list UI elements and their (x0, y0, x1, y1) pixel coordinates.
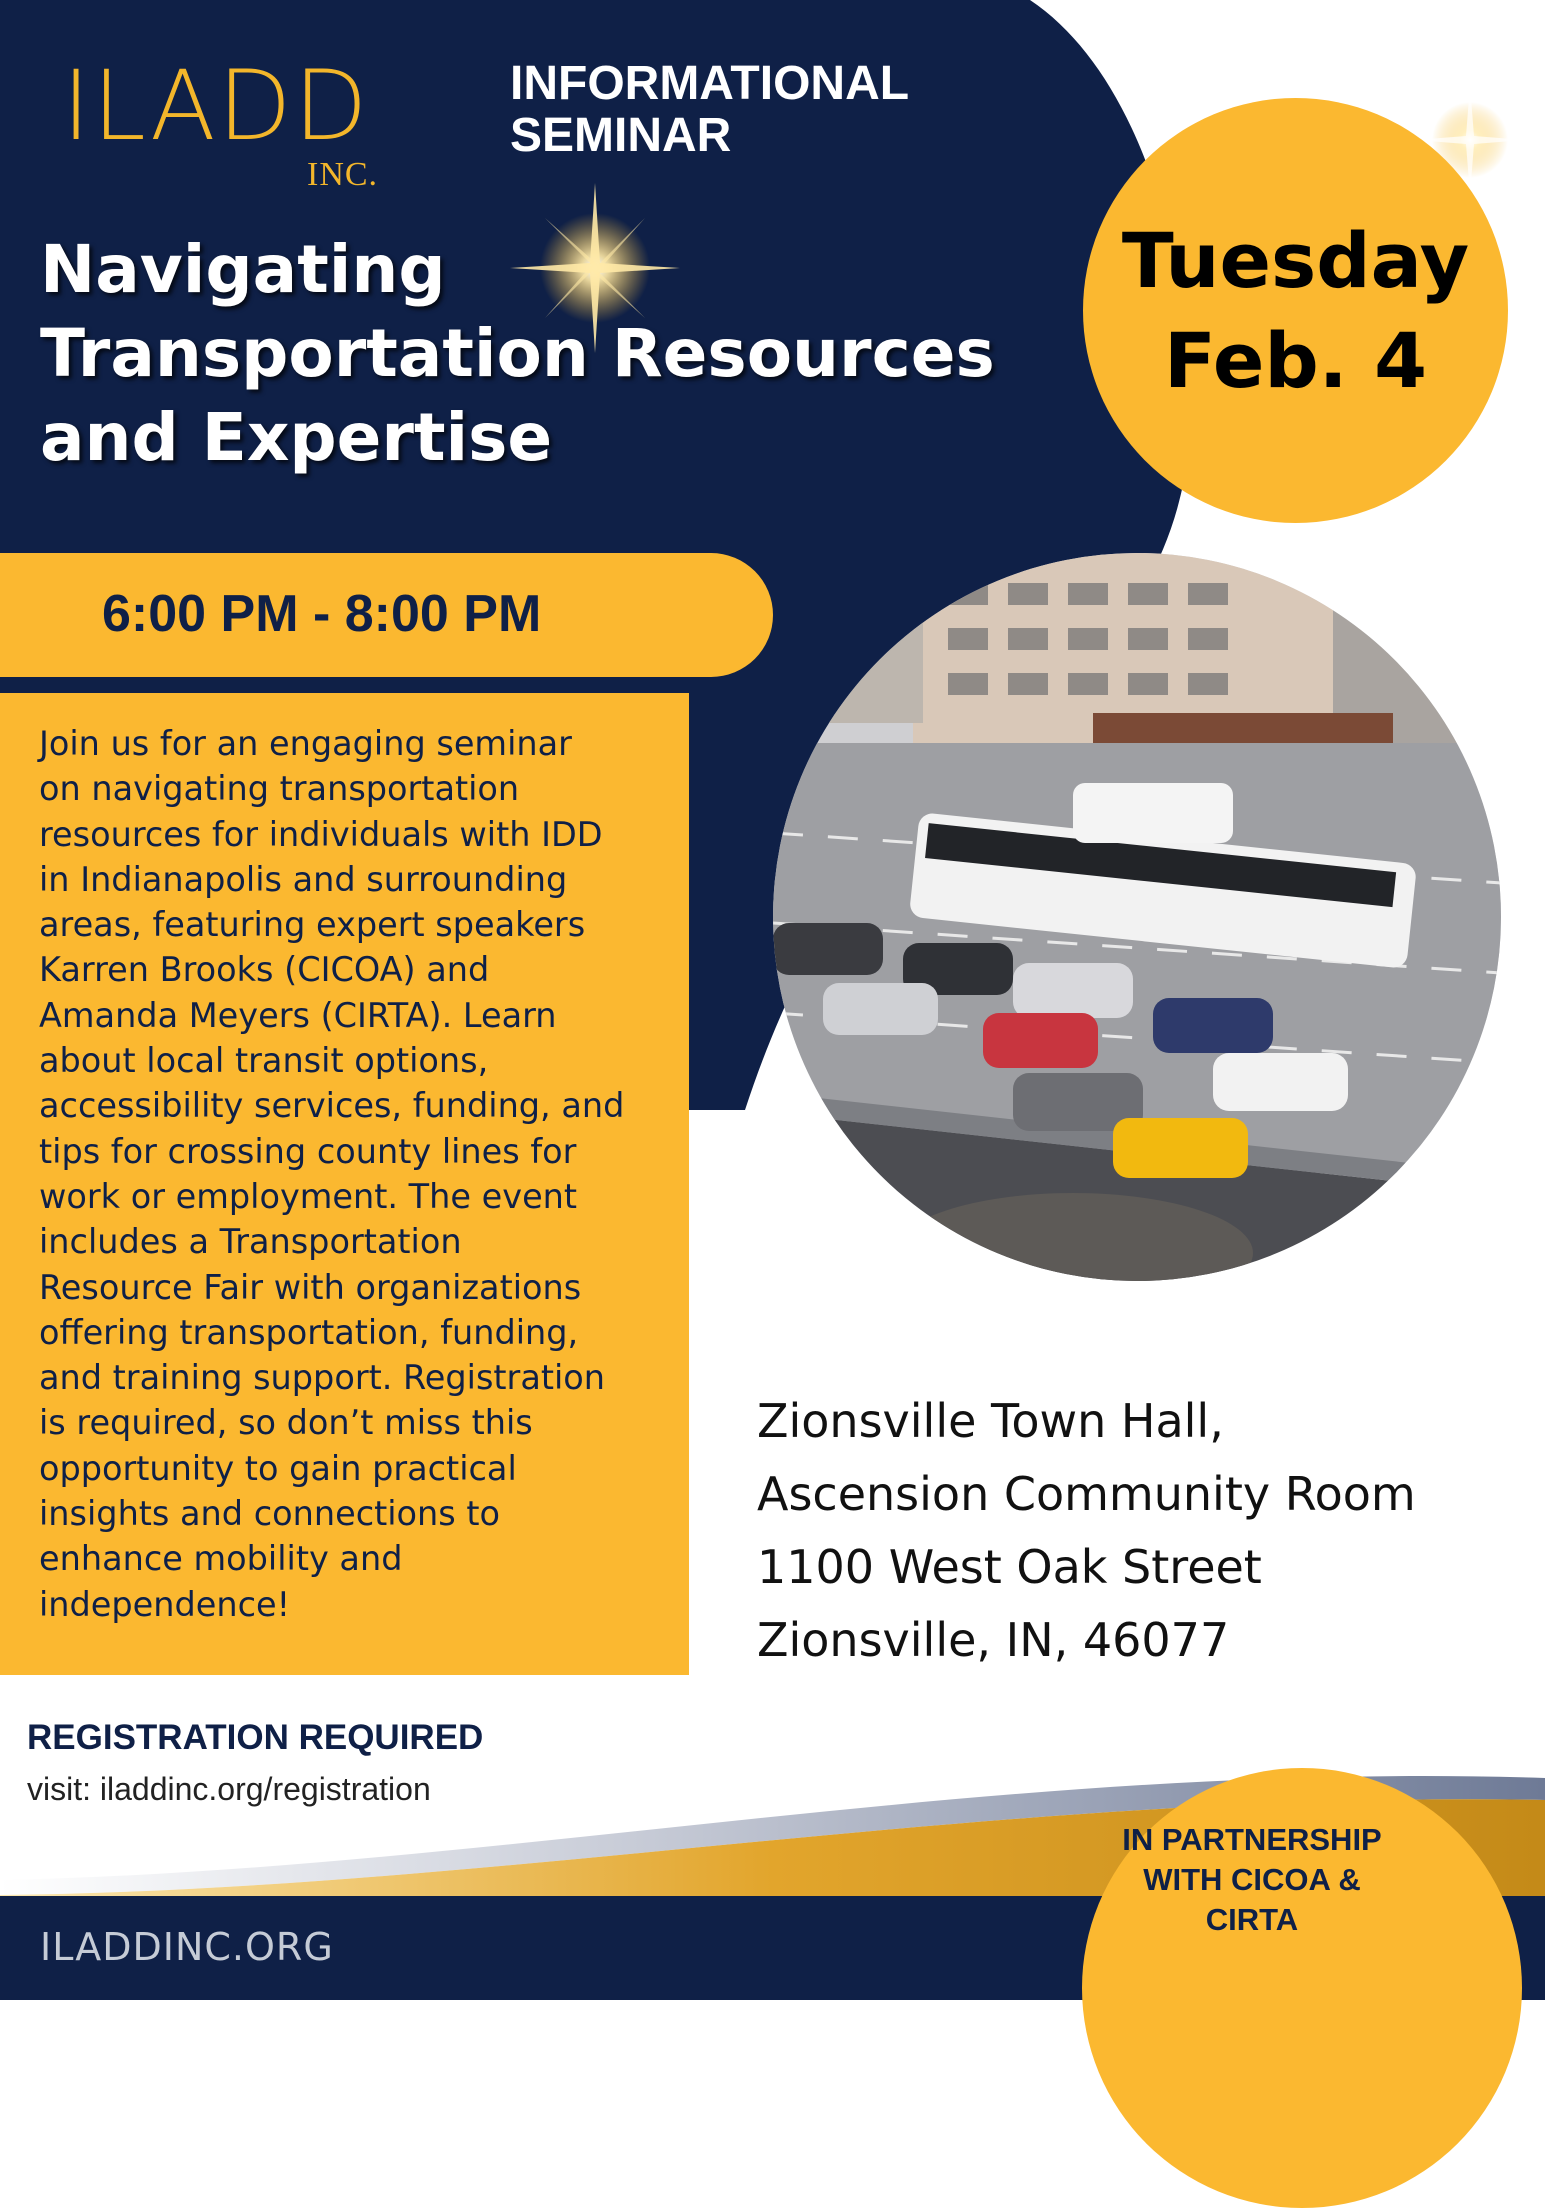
description-text (39, 721, 679, 1627)
description-line: Join us for an engaging seminar (39, 724, 572, 763)
event-title (40, 228, 995, 480)
address-line-2: Ascension Community Room (757, 1467, 1416, 1521)
seminar-kicker (510, 58, 909, 162)
logo-main-text: ILADD (62, 50, 370, 162)
description-line: is required, so don’t miss this (39, 1403, 533, 1443)
partnership-line-1: IN PARTNERSHIP (1122, 1822, 1382, 1857)
description-line: about local transit options, (39, 1041, 489, 1081)
description-line: offering transportation, funding, (39, 1312, 579, 1352)
description-line: accessibility services, funding, and (39, 1086, 625, 1126)
description-box (0, 693, 689, 1675)
description-line: enhance mobility and (39, 1539, 403, 1579)
iladd-logo (62, 50, 379, 193)
description-line: independence! (39, 1584, 291, 1624)
time-banner (0, 553, 773, 677)
description-line: Amanda Meyers (CIRTA). Learn (39, 995, 557, 1035)
title-line-1: Navigating (40, 231, 446, 308)
description-line: Resource Fair with organizations (39, 1267, 582, 1307)
time-text: 6:00 PM - 8:00 PM (102, 585, 542, 643)
partnership-badge (1082, 1768, 1522, 2208)
description-line: tips for crossing county lines for (39, 1131, 577, 1171)
description-line: resources for individuals with IDD (39, 814, 603, 854)
registration-link[interactable]: visit: iladdinc.org/registration (27, 1771, 431, 1807)
title-line-3: and Expertise (40, 399, 553, 476)
description-line: areas, featuring expert speakers (39, 905, 586, 945)
description-line: insights and connections to (39, 1494, 501, 1534)
kicker-line-2: SEMINAR (510, 109, 732, 162)
partnership-line-3: CIRTA (1205, 1902, 1299, 1937)
date-date: Feb. 4 (1164, 315, 1427, 405)
traffic-photo (773, 553, 1501, 1281)
registration-heading: REGISTRATION REQUIRED (27, 1718, 484, 1757)
website-link[interactable]: ILADDINC.ORG (40, 1925, 334, 1969)
description-line: includes a Transportation (39, 1222, 462, 1262)
date-day: Tuesday (1121, 215, 1470, 305)
description-line: opportunity to gain practical (39, 1448, 517, 1488)
title-line-2: Transportation Resources (40, 315, 995, 392)
venue-address (757, 1385, 1416, 1677)
description-line: on navigating transportation (39, 769, 520, 809)
kicker-line-1: INFORMATIONAL (510, 57, 910, 110)
description-line: Karren Brooks (CICOA) and (39, 950, 490, 990)
description-line: and training support. Registration (39, 1358, 606, 1398)
date-badge (1083, 98, 1508, 523)
address-line-4: Zionsville, IN, 46077 (757, 1613, 1230, 1667)
address-line-1: Zionsville Town Hall, (757, 1394, 1224, 1448)
description-line: work or employment. The event (39, 1176, 578, 1216)
logo-suffix-text: INC. (307, 156, 379, 193)
address-line-3: 1100 West Oak Street (757, 1540, 1262, 1594)
description-line: in Indianapolis and surrounding (39, 859, 568, 899)
partnership-line-2: WITH CICOA & (1143, 1862, 1361, 1897)
partnership-text (1082, 1820, 1422, 1940)
